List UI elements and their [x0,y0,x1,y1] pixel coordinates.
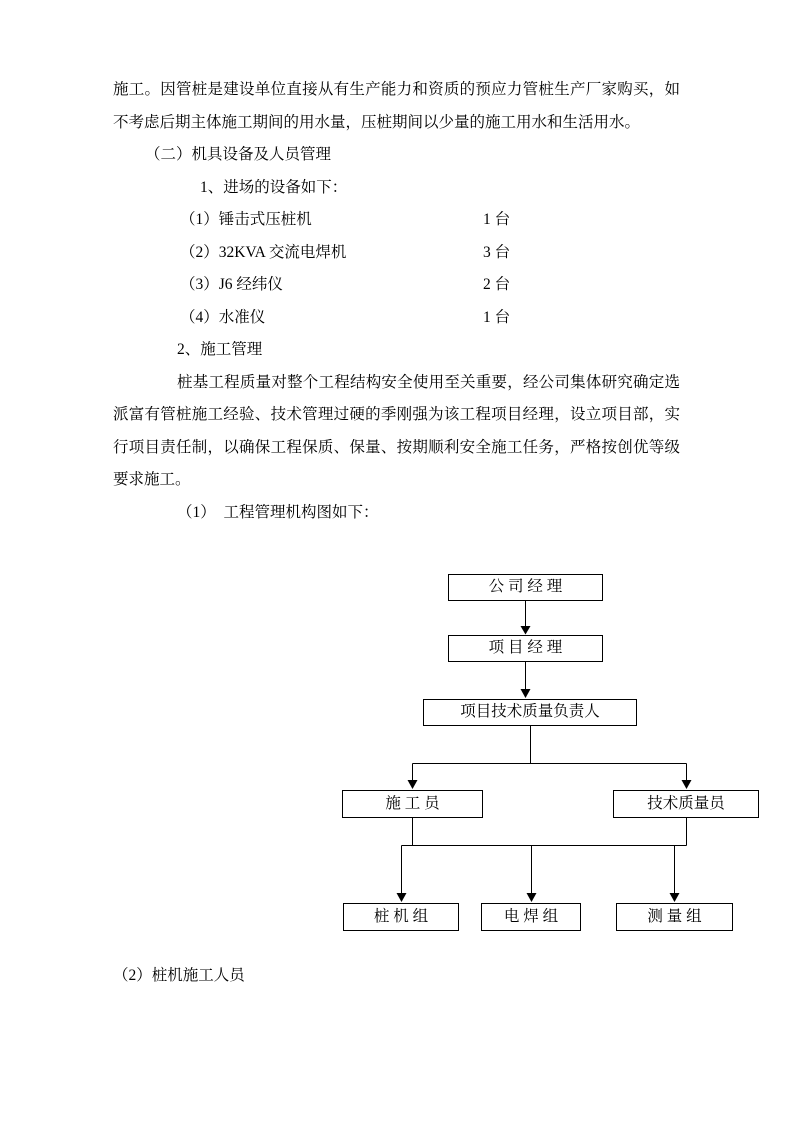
arrowheads [397,626,692,902]
equipment-qty: 3 台 [483,243,511,261]
intro-paragraph: 施工。因管桩是建设单位直接从有生产能力和资质的预应力管桩生产厂家购买，如不考虑后期主体施工期间的用水量，压桩期间以少量的施工用水和生活用水。 [113,81,680,131]
management-paragraph: 桩基工程质量对整个工程结构安全使用至关重要，经公司集体研究确定选派富有管桩施工经验、技术管理过硬的季刚强为该工程项目经理，设立项目部，实行项目责任制，以确保工程保质、保量、按期顺利安全施工任务，严格按创优等级要求施工。 [113,373,680,488]
org-node-construction-staff: 施 工 员 [342,790,483,818]
equipment-list-intro: 1、进场的设备如下： [200,178,348,196]
closing-line: （2）桩机施工人员 [113,967,245,984]
equipment-row [180,302,680,335]
org-node-tech-quality-staff: 技术质量员 [613,790,759,818]
org-node-welding-team: 电 焊 组 [481,903,581,931]
org-node-company-manager: 公 司 经 理 [448,574,603,601]
org-node-survey-team: 测 量 组 [616,903,733,931]
org-node-project-manager: 项 目 经 理 [448,635,603,662]
equipment-row [180,237,680,270]
equipment-qty: 2 台 [483,276,511,293]
management-heading: 2、施工管理 [177,341,263,358]
equipment-name: （1）锤击式压桩机 [180,211,312,228]
equipment-qty: 1 台 [483,211,511,228]
equipment-qty: 1 台 [483,308,511,326]
equipment-name: （2）32KVA 交流电焊机 [180,243,347,261]
org-node-pile-rig-team: 桩 机 组 [343,903,459,931]
org-chart-intro: （1） 工程管理机构图如下： [177,503,379,521]
equipment-row [180,204,680,237]
equipment-row [180,269,680,302]
section-heading: （二）机具设备及人员管理 [145,146,332,163]
equipment-name: （3）J6 经纬仪 [180,276,283,293]
equipment-name: （4）水准仪 [180,308,266,326]
org-chart [113,560,793,960]
org-node-tech-quality-lead: 项目技术质量负责人 [423,699,637,726]
